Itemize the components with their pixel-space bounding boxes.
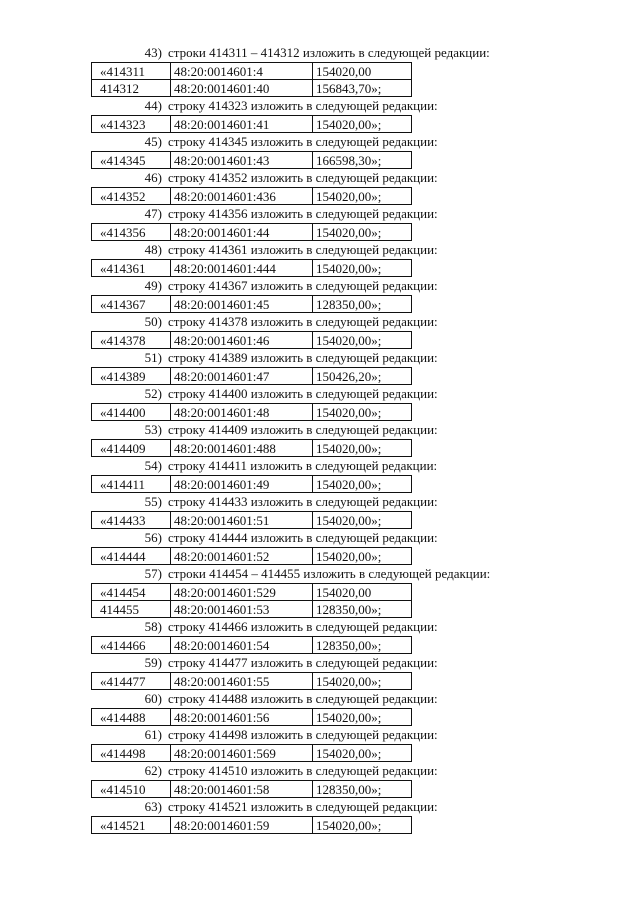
row-code: «414477: [92, 673, 171, 690]
table-row: [92, 224, 412, 241]
row-code: «414409: [92, 440, 171, 457]
item-instruction: строку 414477 изложить в следующей редакции:: [168, 655, 438, 670]
row-code: «414367: [92, 296, 171, 313]
row-code: «414323: [92, 116, 171, 133]
amendment-item: [0, 313, 640, 349]
row-code: «414389: [92, 368, 171, 385]
cadastral-number: 48:20:0014601:569: [171, 745, 313, 762]
item-instruction: строку 414356 изложить в следующей редакции:: [168, 206, 438, 221]
amendment-item: [0, 349, 640, 385]
cadastral-number: 48:20:0014601:444: [171, 260, 313, 277]
item-number: 57): [144, 566, 162, 581]
value-amount: 154020,00: [313, 584, 412, 601]
item-number: 61): [144, 727, 162, 742]
value-amount: 128350,00»;: [313, 601, 412, 618]
value-amount: 154020,00»;: [313, 512, 412, 529]
table-row: [92, 512, 412, 529]
cadastral-number: 48:20:0014601:55: [171, 673, 313, 690]
item-instruction: строки 414311 – 414312 изложить в следующей редакции:: [168, 45, 490, 60]
table-row: [92, 80, 412, 97]
row-code: «414498: [92, 745, 171, 762]
item-number: 44): [144, 98, 162, 113]
amendment-heading: [0, 493, 640, 511]
item-number: 55): [144, 494, 162, 509]
value-amount: 154020,00»;: [313, 188, 412, 205]
row-code: «414433: [92, 512, 171, 529]
amendment-table: [91, 403, 412, 421]
item-instruction: строку 414466 изложить в следующей редакции:: [168, 619, 438, 634]
table-row: [92, 476, 412, 493]
row-code: «414488: [92, 709, 171, 726]
item-instruction: строку 414367 изложить в следующей редакции:: [168, 278, 438, 293]
amendment-heading: [0, 457, 640, 475]
amendment-heading: [0, 690, 640, 708]
item-number: 45): [144, 134, 162, 149]
row-code: «414400: [92, 404, 171, 421]
value-amount: 150426,20»;: [313, 368, 412, 385]
amendment-heading: [0, 44, 640, 62]
item-instruction: строку 414400 изложить в следующей редакции:: [168, 386, 438, 401]
table-row: [92, 781, 412, 798]
item-number: 50): [144, 314, 162, 329]
table-row: [92, 548, 412, 565]
amendment-item: [0, 762, 640, 798]
table-row: [92, 188, 412, 205]
value-amount: 154020,00: [313, 63, 412, 80]
item-number: 46): [144, 170, 162, 185]
cadastral-number: 48:20:0014601:40: [171, 80, 313, 97]
amendment-table: [91, 259, 412, 277]
value-amount: 154020,00»;: [313, 817, 412, 834]
amendment-item: [0, 493, 640, 529]
cadastral-number: 48:20:0014601:47: [171, 368, 313, 385]
table-row: [92, 116, 412, 133]
value-amount: 154020,00»;: [313, 404, 412, 421]
cadastral-number: 48:20:0014601:59: [171, 817, 313, 834]
table-row: [92, 440, 412, 457]
amendment-heading: [0, 277, 640, 295]
value-amount: 128350,00»;: [313, 637, 412, 654]
item-instruction: строки 414454 – 414455 изложить в следующей редакции:: [168, 566, 491, 581]
amendment-table: [91, 331, 412, 349]
cadastral-number: 48:20:0014601:44: [171, 224, 313, 241]
amendment-item: [0, 529, 640, 565]
item-number: 56): [144, 530, 162, 545]
amendment-item: [0, 205, 640, 241]
row-code: «414345: [92, 152, 171, 169]
amendment-table: [91, 187, 412, 205]
item-number: 53): [144, 422, 162, 437]
item-number: 43): [144, 45, 162, 60]
amendment-table: [91, 475, 412, 493]
amendment-item: [0, 44, 640, 97]
amendment-table: [91, 511, 412, 529]
cadastral-number: 48:20:0014601:488: [171, 440, 313, 457]
amendment-heading: [0, 133, 640, 151]
value-amount: 128350,00»;: [313, 781, 412, 798]
amendment-table: [91, 115, 412, 133]
item-instruction: строку 414378 изложить в следующей редакции:: [168, 314, 438, 329]
amendment-item: [0, 618, 640, 654]
amendment-heading: [0, 762, 640, 780]
item-instruction: строку 414409 изложить в следующей редакции:: [168, 422, 438, 437]
value-amount: 154020,00»;: [313, 673, 412, 690]
item-instruction: строку 414433 изложить в следующей редакции:: [168, 494, 438, 509]
amendment-heading: [0, 205, 640, 223]
table-row: [92, 368, 412, 385]
row-code: 414455: [92, 601, 171, 618]
table-row: [92, 404, 412, 421]
row-code: «414352: [92, 188, 171, 205]
amendment-item: [0, 241, 640, 277]
item-number: 48): [144, 242, 162, 257]
item-number: 54): [144, 458, 162, 473]
amendment-heading: [0, 798, 640, 816]
amendment-table: [91, 439, 412, 457]
cadastral-number: 48:20:0014601:43: [171, 152, 313, 169]
cadastral-number: 48:20:0014601:52: [171, 548, 313, 565]
item-number: 52): [144, 386, 162, 401]
amendment-table: [91, 636, 412, 654]
row-code: «414466: [92, 637, 171, 654]
amendment-heading: [0, 169, 640, 187]
row-code: «414356: [92, 224, 171, 241]
amendment-heading: [0, 654, 640, 672]
table-row: [92, 152, 412, 169]
item-number: 47): [144, 206, 162, 221]
value-amount: 128350,00»;: [313, 296, 412, 313]
amendment-table: [91, 151, 412, 169]
amendment-heading: [0, 421, 640, 439]
amendment-table: [91, 816, 412, 834]
amendment-heading: [0, 241, 640, 259]
amendment-item: [0, 277, 640, 313]
cadastral-number: 48:20:0014601:49: [171, 476, 313, 493]
item-instruction: строку 414498 изложить в следующей редакции:: [168, 727, 438, 742]
amendment-item: [0, 798, 640, 834]
value-amount: 154020,00»;: [313, 476, 412, 493]
table-row: [92, 296, 412, 313]
cadastral-number: 48:20:0014601:46: [171, 332, 313, 349]
table-row: [92, 709, 412, 726]
amendment-item: [0, 97, 640, 133]
cadastral-number: 48:20:0014601:53: [171, 601, 313, 618]
cadastral-number: 48:20:0014601:41: [171, 116, 313, 133]
item-instruction: строку 414444 изложить в следующей редакции:: [168, 530, 438, 545]
amendment-item: [0, 690, 640, 726]
item-number: 49): [144, 278, 162, 293]
row-code: «414311: [92, 63, 171, 80]
amendment-table: [91, 295, 412, 313]
document-body: [0, 44, 640, 834]
cadastral-number: 48:20:0014601:58: [171, 781, 313, 798]
row-code: «414454: [92, 584, 171, 601]
amendment-table: [91, 367, 412, 385]
table-row: [92, 332, 412, 349]
item-instruction: строку 414389 изложить в следующей редакции:: [168, 350, 438, 365]
amendment-table: [91, 223, 412, 241]
value-amount: 154020,00»;: [313, 260, 412, 277]
row-code: «414411: [92, 476, 171, 493]
amendment-item: [0, 726, 640, 762]
item-number: 58): [144, 619, 162, 634]
amendment-table: [91, 708, 412, 726]
cadastral-number: 48:20:0014601:4: [171, 63, 313, 80]
row-code: «414378: [92, 332, 171, 349]
amendment-heading: [0, 565, 640, 583]
item-instruction: строку 414510 изложить в следующей редакции:: [168, 763, 438, 778]
cadastral-number: 48:20:0014601:54: [171, 637, 313, 654]
value-amount: 154020,00»;: [313, 116, 412, 133]
amendment-table: [91, 672, 412, 690]
table-row: [92, 817, 412, 834]
row-code: «414361: [92, 260, 171, 277]
item-instruction: строку 414323 изложить в следующей редакции:: [168, 98, 438, 113]
amendment-heading: [0, 726, 640, 744]
amendment-table: [91, 780, 412, 798]
amendment-item: [0, 133, 640, 169]
value-amount: 154020,00»;: [313, 709, 412, 726]
amendment-heading: [0, 97, 640, 115]
cadastral-number: 48:20:0014601:51: [171, 512, 313, 529]
amendment-heading: [0, 618, 640, 636]
item-instruction: строку 414352 изложить в следующей редакции:: [168, 170, 438, 185]
amendment-heading: [0, 385, 640, 403]
row-code: 414312: [92, 80, 171, 97]
cadastral-number: 48:20:0014601:56: [171, 709, 313, 726]
item-number: 51): [144, 350, 162, 365]
row-code: «414510: [92, 781, 171, 798]
row-code: «414521: [92, 817, 171, 834]
value-amount: 166598,30»;: [313, 152, 412, 169]
item-instruction: строку 414521 изложить в следующей редакции:: [168, 799, 438, 814]
amendment-table: [91, 744, 412, 762]
amendment-item: [0, 385, 640, 421]
value-amount: 154020,00»;: [313, 224, 412, 241]
table-row: [92, 63, 412, 80]
item-number: 59): [144, 655, 162, 670]
amendment-item: [0, 654, 640, 690]
table-row: [92, 673, 412, 690]
amendment-item: [0, 565, 640, 618]
cadastral-number: 48:20:0014601:45: [171, 296, 313, 313]
value-amount: 154020,00»;: [313, 440, 412, 457]
value-amount: 156843,70»;: [313, 80, 412, 97]
table-row: [92, 584, 412, 601]
table-row: [92, 745, 412, 762]
value-amount: 154020,00»;: [313, 548, 412, 565]
cadastral-number: 48:20:0014601:436: [171, 188, 313, 205]
amendment-table: [91, 583, 412, 618]
amendment-table: [91, 62, 412, 97]
item-instruction: строку 414411 изложить в следующей редакции:: [168, 458, 438, 473]
cadastral-number: 48:20:0014601:48: [171, 404, 313, 421]
amendment-item: [0, 169, 640, 205]
item-instruction: строку 414345 изложить в следующей редакции:: [168, 134, 438, 149]
item-number: 60): [144, 691, 162, 706]
value-amount: 154020,00»;: [313, 745, 412, 762]
item-number: 63): [144, 799, 162, 814]
amendment-table: [91, 547, 412, 565]
item-instruction: строку 414361 изложить в следующей редакции:: [168, 242, 438, 257]
amendment-heading: [0, 349, 640, 367]
item-instruction: строку 414488 изложить в следующей редакции:: [168, 691, 438, 706]
value-amount: 154020,00»;: [313, 332, 412, 349]
amendment-item: [0, 421, 640, 457]
table-row: [92, 260, 412, 277]
amendment-heading: [0, 529, 640, 547]
row-code: «414444: [92, 548, 171, 565]
item-number: 62): [144, 763, 162, 778]
table-row: [92, 637, 412, 654]
table-row: [92, 601, 412, 618]
amendment-item: [0, 457, 640, 493]
amendment-heading: [0, 313, 640, 331]
cadastral-number: 48:20:0014601:529: [171, 584, 313, 601]
